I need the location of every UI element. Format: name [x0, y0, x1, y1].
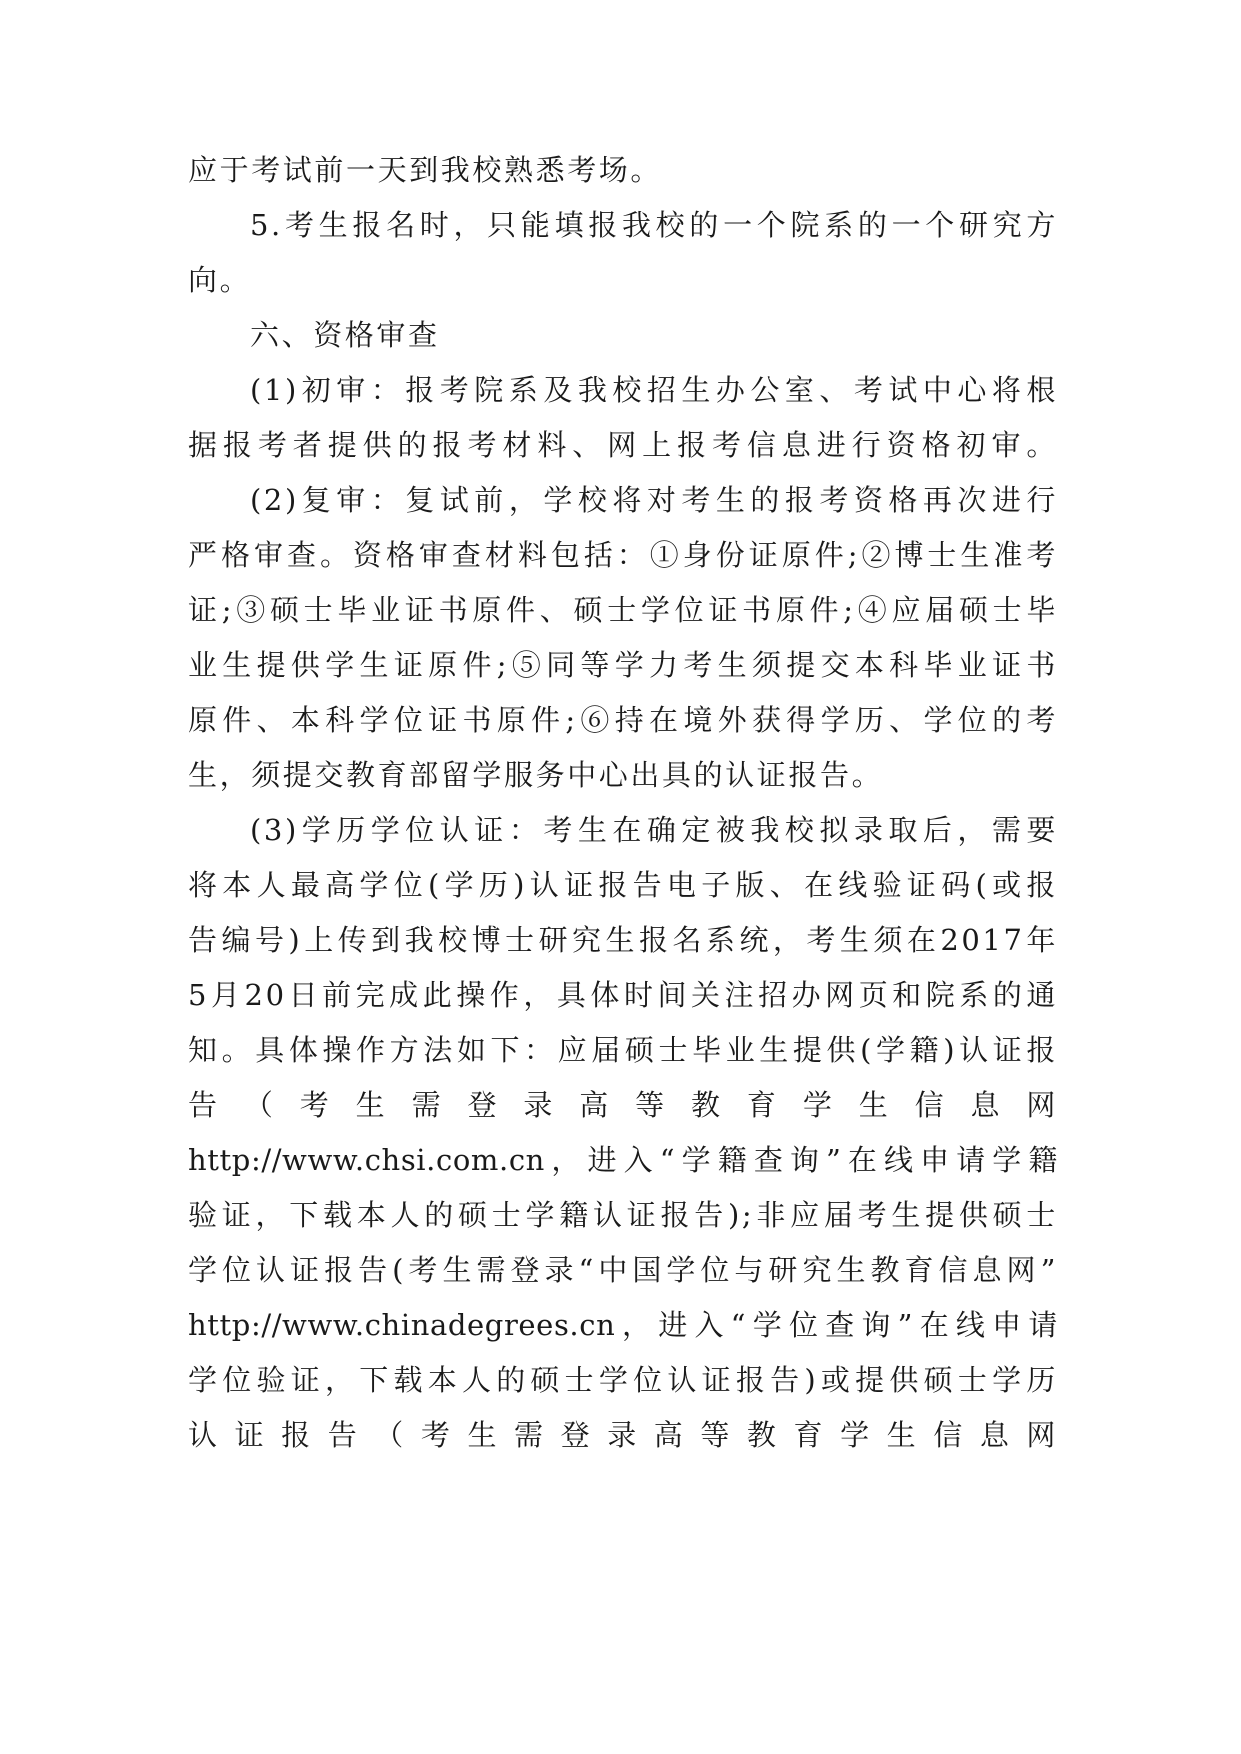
text-line-9: 证;③硕士毕业证书原件、硕士学位证书原件;④应届硕士毕: [188, 593, 1058, 627]
text-line-14: 将本人最高学位(学历)认证报告电子版、在线验证码(或报: [188, 868, 1058, 902]
text-line-7: (2)复审：复试前，学校将对考生的报考资格再次进行: [250, 483, 1058, 517]
url-line-chsi: http://www.chsi.com.cn，进入“学籍查询”在线申请学籍: [188, 1143, 1058, 1177]
text-line-13: (3)学历学位认证：考生在确定被我校拟录取后，需要: [250, 813, 1058, 847]
text-line-23: 学位验证，下载本人的硕士学位认证报告)或提供硕士学历: [188, 1363, 1058, 1397]
text-line-21: 学位认证报告(考生需登录“中国学位与研究生教育信息网”: [188, 1253, 1058, 1287]
text-line-10: 业生提供学生证原件;⑤同等学力考生须提交本科毕业证书: [188, 648, 1058, 682]
text-line-12: 生，须提交教育部留学服务中心出具的认证报告。: [188, 758, 884, 792]
text-line-6: 据报考者提供的报考材料、网上报考信息进行资格初审。: [188, 428, 1058, 462]
url-line-chinadegrees: http://www.chinadegrees.cn，进入“学位查询”在线申请: [188, 1308, 1058, 1342]
text-line-18: 告（考生需登录高等教育学生信息网: [188, 1088, 1058, 1122]
section-heading: 六、资格审查: [250, 318, 440, 352]
text-line-2: 5.考生报名时，只能填报我校的一个院系的一个研究方: [250, 208, 1058, 242]
text-line-17: 知。具体操作方法如下：应届硕士毕业生提供(学籍)认证报: [188, 1033, 1058, 1067]
text-line-20: 验证，下载本人的硕士学籍认证报告);非应届考生提供硕士: [188, 1198, 1058, 1232]
text-line-1: 应于考试前一天到我校熟悉考场。: [188, 153, 663, 187]
text-line-11: 原件、本科学位证书原件;⑥持在境外获得学历、学位的考: [188, 703, 1058, 737]
text-line-5: (1)初审：报考院系及我校招生办公室、考试中心将根: [250, 373, 1058, 407]
text-line-24: 认证报告（考生需登录高等教育学生信息网: [188, 1418, 1058, 1452]
text-line-8: 严格审查。资格审查材料包括：①身份证原件;②博士生准考: [188, 538, 1058, 572]
text-line-3: 向。: [188, 263, 252, 297]
text-line-16: 5月20日前完成此操作，具体时间关注招办网页和院系的通: [188, 978, 1058, 1012]
text-line-15: 告编号)上传到我校博士研究生报名系统，考生须在2017年: [188, 923, 1058, 957]
